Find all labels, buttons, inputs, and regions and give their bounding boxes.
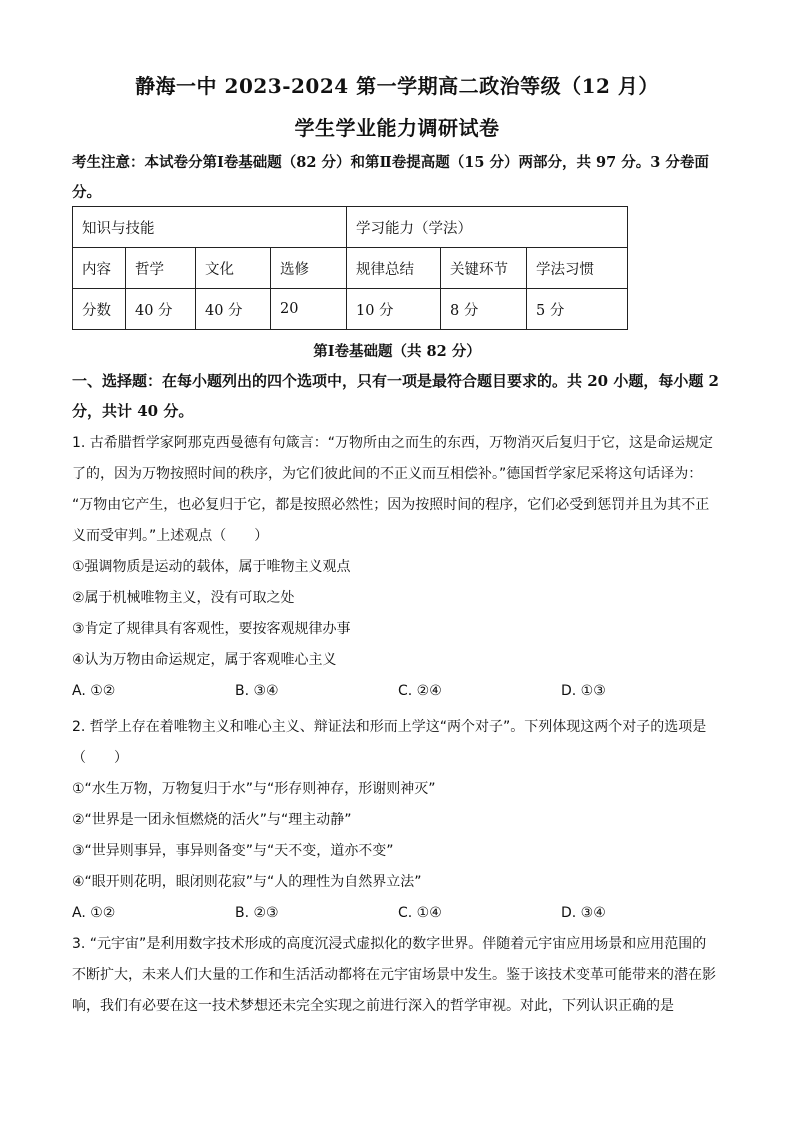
answer-options <box>72 676 724 707</box>
table-cell: 分数 <box>73 289 126 330</box>
option-a[interactable]: A. ①② <box>72 905 116 921</box>
question-statement: ①“水生万物，万物复归于水”与“形存则神存，形谢则神灭” <box>72 781 436 797</box>
option-d[interactable]: D. ①③ <box>561 683 606 699</box>
table-cell: 文化 <box>196 248 271 289</box>
table-cell: 规律总结 <box>347 248 441 289</box>
table-cell: 20 <box>271 289 347 330</box>
question-stem-line: 1. 古希腊哲学家阿那克西曼德有句箴言：“万物所由之而生的东西，万物消灭后复归于它，这是命运规定 <box>72 435 714 451</box>
question-stem-line: 响，我们有必要在这一技术梦想还未完全实现之前进行深入的哲学审视。对此，下列认识正确的是 <box>72 998 674 1014</box>
table-row <box>73 207 628 248</box>
option-a[interactable]: A. ①② <box>72 683 116 699</box>
question-statement: ④认为万物由命运规定，属于客观唯心主义 <box>72 652 337 668</box>
question-statement: ④“眼开则花明，眼闭则花寂”与“人的理性为自然界立法” <box>72 874 422 890</box>
question-statement: ①强调物质是运动的载体，属于唯物主义观点 <box>72 559 351 575</box>
question-stem-line: “万物由它产生，也必复归于它，都是按照必然性；因为按照时间的程序，它们必受到惩罚并且为其不正 <box>72 497 710 513</box>
question-statement: ③肯定了规律具有客观性，要按客观规律办事 <box>72 621 351 637</box>
option-b[interactable]: B. ③④ <box>235 683 279 699</box>
question-stem-line: 2. 哲学上存在着唯物主义和唯心主义、辩证法和形而上学这“两个对子”。下列体现这两个对子的选项是 <box>72 719 707 735</box>
table-cell: 40 分 <box>126 289 196 330</box>
answer-options <box>72 898 724 929</box>
table-cell: 10 分 <box>347 289 441 330</box>
question-stem-line: 不断扩大，未来人们大量的工作和生活活动都将在元宇宙场景中发生。鉴于该技术变革可能带来的潜在影 <box>72 967 716 983</box>
question-2 <box>72 712 724 929</box>
section-instruction: 一、选择题：在每小题列出的四个选项中，只有一项是最符合题目要求的。共 20 小题，每小题 2 分，共计 40 分。 <box>72 372 719 420</box>
question-statement: ②“世界是一团永恒燃烧的活火”与“理主动静” <box>72 812 352 828</box>
question-3 <box>72 929 724 1022</box>
option-b[interactable]: B. ②③ <box>235 905 279 921</box>
question-stem-line: （ ） <box>72 750 128 766</box>
question-stem-line: 3. “元宇宙”是利用数字技术形成的高度沉浸式虚拟化的数字世界。伴随着元宇宙应用场景和应用范围的 <box>72 936 707 952</box>
table-cell: 40 分 <box>196 289 271 330</box>
question-stem-line: 义而受审判。”上述观点（ ） <box>72 528 269 544</box>
exam-title: 静海一中 2023-2024 第一学期高二政治等级（12 月） <box>135 74 659 98</box>
question-stem-line: 了的，因为万物按照时间的秩序，为它们彼此间的不正义而互相偿补。”德国哲学家尼采将这句话译为： <box>72 466 703 482</box>
table-cell: 选修 <box>271 248 347 289</box>
table-cell: 哲学 <box>126 248 196 289</box>
table-row <box>73 289 628 330</box>
section-title: 第Ⅰ卷基础题（共 82 分） <box>313 343 481 360</box>
table-group-header: 学习能力（学法） <box>347 207 628 248</box>
question-statement: ③“世异则事异，事异则备变”与“天不变，道亦不变” <box>72 843 394 859</box>
question-statement: ②属于机械唯物主义，没有可取之处 <box>72 590 295 606</box>
table-cell: 8 分 <box>441 289 527 330</box>
table-cell: 学法习惯 <box>527 248 628 289</box>
option-d[interactable]: D. ③④ <box>561 905 606 921</box>
table-cell: 5 分 <box>527 289 628 330</box>
table-cell: 关键环节 <box>441 248 527 289</box>
table-cell: 内容 <box>73 248 126 289</box>
exam-subtitle: 学生学业能力调研试卷 <box>294 116 500 140</box>
exam-notice: 考生注意：本试卷分第Ⅰ卷基础题（82 分）和第Ⅱ卷提高题（15 分）两部分，共 97 分。3 分卷面分。 <box>72 154 709 201</box>
question-1 <box>72 428 724 707</box>
option-c[interactable]: C. ②④ <box>398 683 442 699</box>
score-table <box>72 206 628 330</box>
option-c[interactable]: C. ①④ <box>398 905 442 921</box>
table-row <box>73 248 628 289</box>
table-group-header: 知识与技能 <box>73 207 347 248</box>
